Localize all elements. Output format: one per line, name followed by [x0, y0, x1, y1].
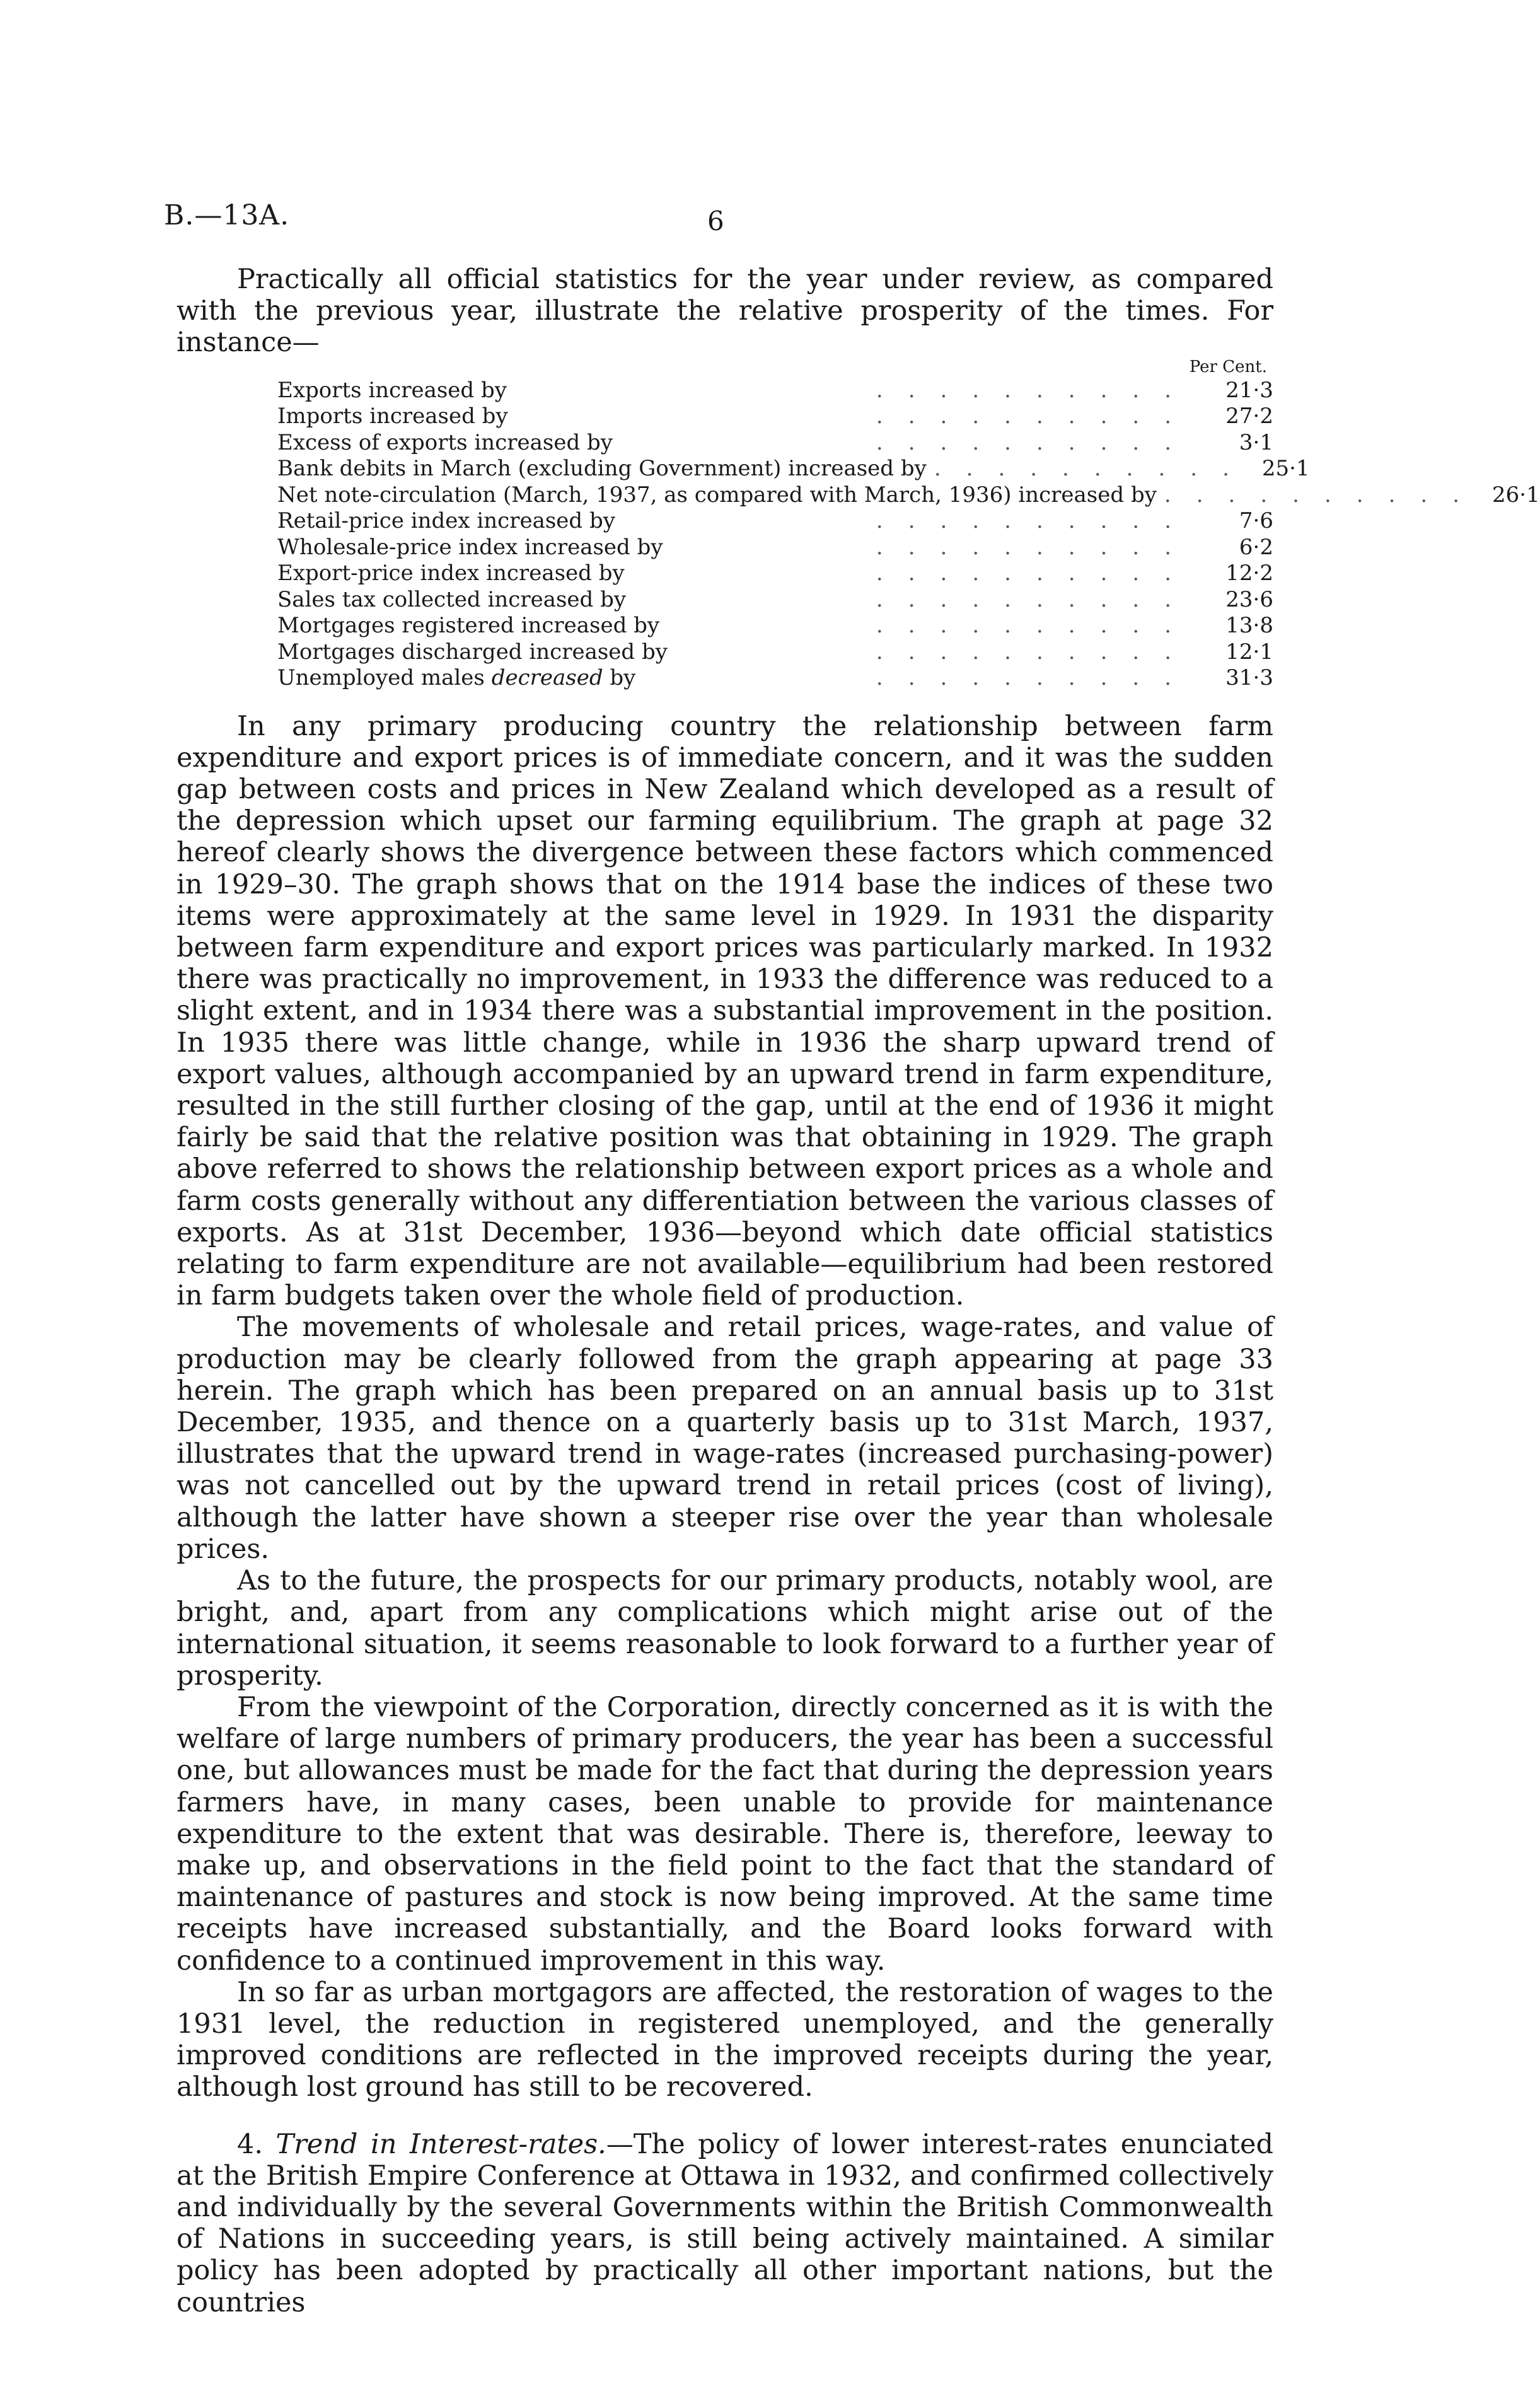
- stat-row: [177, 535, 1273, 561]
- stat-row: [177, 508, 1273, 535]
- stat-row: [177, 639, 1273, 666]
- stat-label: Export-price index increased by: [277, 561, 625, 586]
- stat-label: Bank debits in March (excluding Government) increased by: [277, 456, 927, 482]
- paragraph-future-prospects: As to the future, the prospects for our primary products, notably wool, are bright, and, apart from any complications which might arise out of the international situation, it seems reasonable to look forward to a further year of prosperity.: [177, 1565, 1273, 1692]
- stat-label: Excess of exports increased by: [277, 429, 613, 455]
- stat-label: Wholesale-price index increased by: [277, 534, 663, 560]
- stat-label: Imports increased by: [277, 404, 508, 429]
- stat-label-prefix: Unemployed males: [277, 665, 492, 691]
- dot-leaders: ..........: [876, 586, 1196, 612]
- stat-row: [177, 404, 1273, 430]
- paragraph-wholesale-retail: The movements of wholesale and retail prices, wage-rates, and value of production may be clearly followed from the graph appearing at page 33 herein. The graph which has been prepared on an annual basis up to 31st December, 1935, and thence on a quarterly basis up to 31st March, 1937, illustrates that the upward trend in wage-rates (increased purchasing-power) was not cancelled out by the upward trend in retail prices (cost of living), although the latter have shown a steeper rise over the year than wholesale prices.: [177, 1311, 1273, 1565]
- stat-value: 27·2: [1225, 404, 1273, 429]
- section-4-paragraph: [177, 2129, 1273, 2318]
- stat-label: Sales tax collected increased by: [277, 586, 627, 612]
- page-header: [164, 199, 1286, 237]
- stat-value: 26·1: [1492, 482, 1540, 508]
- stat-value: 7·6: [1239, 508, 1273, 534]
- stat-value: 12·2: [1225, 561, 1273, 586]
- stat-label: Retail-price index increased by: [277, 508, 615, 534]
- stat-row: [177, 456, 1310, 482]
- stat-row: [177, 482, 1540, 509]
- dot-leaders: ..........: [876, 639, 1196, 665]
- statistics-list: [177, 357, 1540, 692]
- stat-row: [177, 665, 1273, 692]
- dot-leaders: ..........: [876, 404, 1196, 429]
- paragraph-urban-mortgagors: In so far as urban mortgagors are affected, the restoration of wages to the 1931 level, the reduction in registered unemployed, and the generally improved conditions are reflected in the improved receipts during the year, although lost ground has still to be recovered.: [177, 1976, 1273, 2103]
- stat-value: 13·8: [1225, 613, 1273, 639]
- dot-leaders: ..........: [876, 508, 1196, 534]
- stat-value: 12·1: [1225, 639, 1273, 665]
- stat-label-emphasis: decreased: [491, 665, 603, 691]
- stat-label: Mortgages registered increased by: [277, 613, 660, 639]
- dot-leaders: ..........: [876, 613, 1196, 639]
- stat-value: 25·1: [1261, 456, 1310, 482]
- stat-row: [177, 430, 1273, 456]
- stat-label: Mortgages discharged increased by: [277, 639, 668, 665]
- stat-value: 21·3: [1225, 377, 1273, 403]
- stat-row: [177, 561, 1273, 587]
- document-reference: B.—13A.: [164, 199, 290, 231]
- stat-value: 23·6: [1225, 586, 1273, 612]
- stat-value: 6·2: [1239, 534, 1273, 560]
- stat-row: [177, 587, 1273, 613]
- stats-column-header: Per Cent.: [1189, 357, 1267, 376]
- page-number: 6: [707, 206, 724, 236]
- section-gap: [177, 2103, 1273, 2129]
- stat-value: 3·1: [1239, 429, 1273, 455]
- stat-value: 31·3: [1225, 665, 1273, 691]
- stat-label: Net note-circulation (March, 1937, as compared with March, 1936) increased by: [277, 482, 1157, 508]
- dot-leaders: ..........: [876, 665, 1196, 691]
- dot-leaders: ..........: [1164, 482, 1485, 508]
- dot-leaders: ..........: [876, 561, 1196, 586]
- section-number: 4.: [237, 2128, 263, 2160]
- stat-label: [277, 665, 635, 692]
- section-text: —The policy of lower interest-rates enunciated at the British Empire Conference at Ottawa in 1932, and confirmed collectively and individually by the several Governments within the British Commonwealth of Nations in succeeding years, is still being actively maintained. A similar policy has been adopted by practically all other important nations, but the countries: [177, 2128, 1274, 2318]
- paragraph-corporation-viewpoint: From the viewpoint of the Corporation, directly concerned as it is with the welfare of large numbers of primary producers, the year has been a successful one, but allowances must be made for the fact that during the depression years farmers have, in many cases, been unable to provide for maintenance expenditure to the extent that was desirable. There is, therefore, leeway to make up, and observations in the field point to the fact that the standard of maintenance of pastures and stock is now being improved. At the same time receipts have increased substantially, and the Board looks forward with confidence to a continued improvement in this way.: [177, 1691, 1273, 1977]
- dot-leaders: ..........: [934, 456, 1254, 482]
- paragraph-farm-expenditure: In any primary producing country the relationship between farm expenditure and export prices is of immediate concern, and it was the sudden gap between costs and prices in New Zealand which developed as a result of the depression which upset our farming equilibrium. The graph at page 32 hereof clearly shows the divergence between these factors which commenced in 1929–30. The graph shows that on the 1914 base the indices of these two items were approximately at the same level in 1929. In 1931 the disparity between farm expenditure and export prices was particularly marked. In 1932 there was practically no improvement, in 1933 the difference was reduced to a slight extent, and in 1934 there was a substantial improvement in the position. In 1935 there was little change, while in 1936 the sharp upward trend of export values, although accompanied by an upward trend in farm expenditure, resulted in the still further closing of the gap, until at the end of 1936 it might fairly be said that the relative position was that obtaining in 1929. The graph above referred to shows the relationship between export prices as a whole and farm costs generally without any differentiation between the various classes of exports. As at 31st December, 1936—beyond which date official statistics relating to farm expenditure are not available—equilibrium had been restored in farm budgets taken over the whole field of production.: [177, 710, 1273, 1312]
- dot-leaders: ..........: [876, 377, 1196, 403]
- section-heading: Trend in Interest-rates.: [275, 2128, 606, 2160]
- intro-paragraph: Practically all official statistics for the year under review, as compared with the previous year, illustrate the relative prosperity of the times. For instance—: [177, 264, 1273, 359]
- dot-leaders: ..........: [876, 429, 1196, 455]
- stat-row: [177, 613, 1273, 639]
- stat-label-suffix: by: [603, 665, 636, 691]
- page-body: [177, 264, 1540, 2318]
- dot-leaders: ..........: [876, 534, 1196, 560]
- stat-row: [177, 378, 1273, 404]
- stat-label: Exports increased by: [277, 377, 507, 403]
